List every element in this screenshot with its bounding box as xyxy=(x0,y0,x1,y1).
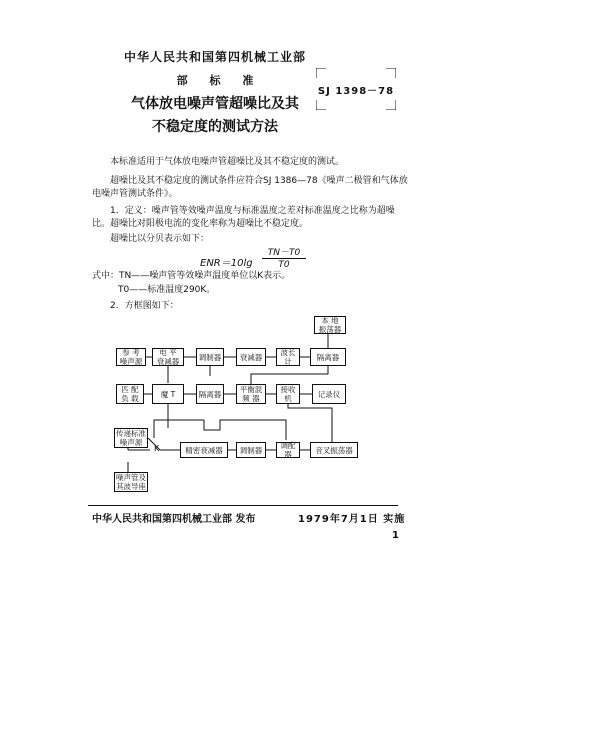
page-number: 1 xyxy=(392,530,399,541)
ministry-header: 中华人民共和国第四机械工业部 xyxy=(123,50,306,64)
magic-t-block: 魔 T xyxy=(152,384,184,404)
switch-k-label: K xyxy=(154,444,160,453)
block-diagram xyxy=(100,312,390,497)
attenuator-block: 衰减器 xyxy=(236,348,266,366)
paragraph-scope: 本标准适用于气体放电噪声管超噪比及其不稳定度的测试。 xyxy=(110,157,345,167)
footer-date: 1979年7月1日 实施 xyxy=(298,514,406,525)
receiver-block: 接收机 xyxy=(276,384,300,404)
noise-tube-mount-block: 噪声管及 其波导座 xyxy=(116,473,146,491)
title-line-2: 不稳定度的测试方法 xyxy=(152,119,278,135)
paragraph-definition-1: 1．定义：噪声管等效噪声温度与标准温度之差对标准温度之比称为超噪 xyxy=(110,206,395,216)
local-oscillator-block: 本 地 振荡器 xyxy=(314,316,346,334)
modulator-block-1: 调制器 xyxy=(196,348,224,366)
footer-issuer: 中华人民共和国第四机械工业部 发布 xyxy=(92,514,256,525)
paragraph-conditions-2: 电噪声管测试条件》。 xyxy=(92,189,178,199)
isolator-block-2: 隔离器 xyxy=(196,384,224,404)
balanced-mixer-block: 平衡混 频 器 xyxy=(236,384,266,404)
recorder-block: 记录仪 xyxy=(312,384,346,404)
precision-attenuator-block: 精密衰减器 xyxy=(180,442,228,458)
footer-rule xyxy=(88,505,398,506)
paragraph-definition-2: 比。超噪比对阳极电流的变化率称为超噪比不稳定度。 xyxy=(92,219,309,229)
transfer-standard-noise-source-block: 传递标准 噪声源 xyxy=(116,429,146,447)
isolator-block-1: 隔离器 xyxy=(310,348,346,366)
fraction-bar xyxy=(262,258,306,259)
reference-noise-source-block: 参 考 噪声源 xyxy=(116,348,146,366)
level-attenuator-block: 电 平 衰减器 xyxy=(152,348,184,366)
tuning-fork-oscillator-block: 音叉振荡器 xyxy=(310,442,358,458)
modulator-block-2: 调制器 xyxy=(236,442,266,458)
where-tn: 式中：TN——噪声管等效噪声温度单位以K表示。 xyxy=(92,271,291,281)
standard-category: 部 标 准 xyxy=(176,74,254,87)
paragraph-block-diagram: 2．方框图如下： xyxy=(110,301,179,311)
wavemeter-block: 波长计 xyxy=(276,348,300,366)
formula-denominator: T0 xyxy=(278,260,290,270)
matcher-block: 调配器 xyxy=(276,442,300,458)
standard-number: SJ 1398－78 xyxy=(317,86,395,97)
standard-number-box xyxy=(316,68,396,110)
paragraph-formula-intro: 超噪比以分贝表示如下： xyxy=(110,234,210,244)
formula-numerator: TN－T0 xyxy=(267,248,301,258)
title-line-1: 气体放电噪声管超噪比及其 xyxy=(131,96,299,112)
formula-lhs: ENR＝10lg xyxy=(200,258,253,269)
matched-load-block: 匹 配 负 载 xyxy=(116,384,144,404)
paragraph-conditions-1: 超噪比及其不稳定度的测试条件应符合SJ 1386—78《噪声二极管和气体放 xyxy=(110,176,408,186)
where-t0: T0——标准温度290K。 xyxy=(118,285,216,295)
